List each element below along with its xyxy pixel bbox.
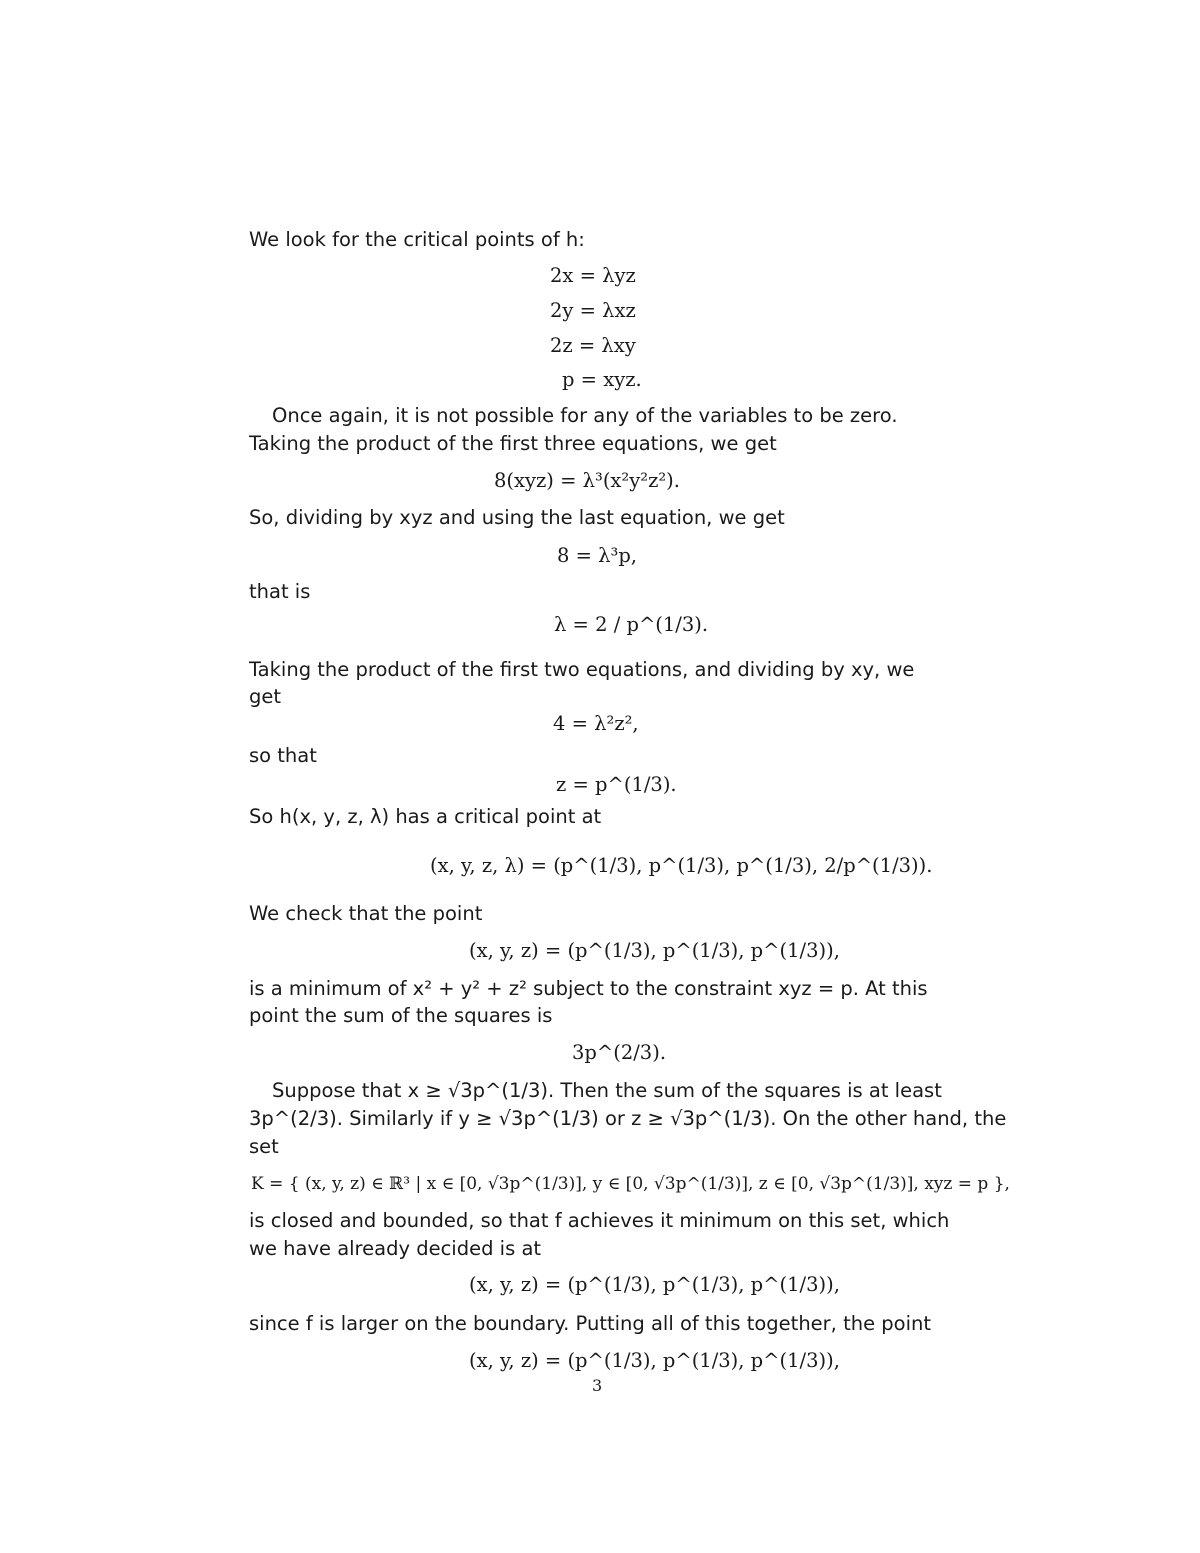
paragraph-taking-two: Taking the product of the first two equations, and dividing by xy, we bbox=[249, 658, 915, 681]
equation-1: 2x = λyz bbox=[550, 264, 636, 287]
equation-13-set-k: K = { (x, y, z) ∈ ℝ³ | x ∈ [0, √3p^(1/3)], y ∈ [0, √3p^(1/3)], z ∈ [0, √3p^(1/3)], xyz = p }, bbox=[251, 1174, 1010, 1194]
equation-4: p = xyz. bbox=[562, 368, 642, 391]
paragraph-similarly: 3p^(2/3). Similarly if y ≥ √3p^(1/3) or z ≥ √3p^(1/3). On the other hand, the bbox=[249, 1107, 1007, 1130]
paragraph-once-again: Once again, it is not possible for any of the variables to be zero. bbox=[272, 404, 898, 427]
paragraph-sum-squares: point the sum of the squares is bbox=[249, 1004, 553, 1027]
paragraph-closed-bounded: is closed and bounded, so that f achieves it minimum on this set, which bbox=[249, 1209, 950, 1232]
equation-15: (x, y, z) = (p^(1/3), p^(1/3), p^(1/3)), bbox=[469, 1349, 840, 1372]
equation-11: (x, y, z) = (p^(1/3), p^(1/3), p^(1/3)), bbox=[469, 939, 840, 962]
equation-10: (x, y, z, λ) = (p^(1/3), p^(1/3), p^(1/3), 2/p^(1/3)). bbox=[430, 854, 933, 877]
paragraph-suppose: Suppose that x ≥ √3p^(1/3). Then the sum of the squares is at least bbox=[272, 1079, 942, 1102]
equation-2: 2y = λxz bbox=[550, 299, 636, 322]
paragraph-dividing: So, dividing by xyz and using the last equation, we get bbox=[249, 506, 785, 529]
paragraph-intro: We look for the critical points of h: bbox=[249, 228, 585, 251]
equation-7: λ = 2 / p^(1/3). bbox=[554, 613, 709, 636]
equation-14: (x, y, z) = (p^(1/3), p^(1/3), p^(1/3)), bbox=[469, 1273, 840, 1296]
paragraph-set: set bbox=[249, 1135, 279, 1158]
equation-8: 4 = λ²z², bbox=[553, 712, 639, 735]
paragraph-product: Taking the product of the first three equations, we get bbox=[249, 432, 777, 455]
equation-5: 8(xyz) = λ³(x²y²z²). bbox=[494, 469, 680, 492]
equation-12: 3p^(2/3). bbox=[572, 1041, 667, 1064]
equation-9: z = p^(1/3). bbox=[556, 773, 677, 796]
paragraph-minimum: is a minimum of x² + y² + z² subject to the constraint xyz = p. At this bbox=[249, 977, 928, 1000]
paragraph-check-point: We check that the point bbox=[249, 902, 483, 925]
paragraph-that-is: that is bbox=[249, 580, 311, 603]
equation-6: 8 = λ³p, bbox=[557, 544, 637, 567]
equation-3: 2z = λxy bbox=[550, 334, 636, 357]
paragraph-boundary: since f is larger on the boundary. Putting all of this together, the point bbox=[249, 1312, 932, 1335]
paragraph-decided: we have already decided is at bbox=[249, 1237, 542, 1260]
paragraph-get: get bbox=[249, 685, 282, 708]
paragraph-critical-point: So h(x, y, z, λ) has a critical point at bbox=[249, 805, 602, 828]
page-number: 3 bbox=[592, 1376, 603, 1395]
paragraph-so-that: so that bbox=[249, 744, 317, 767]
